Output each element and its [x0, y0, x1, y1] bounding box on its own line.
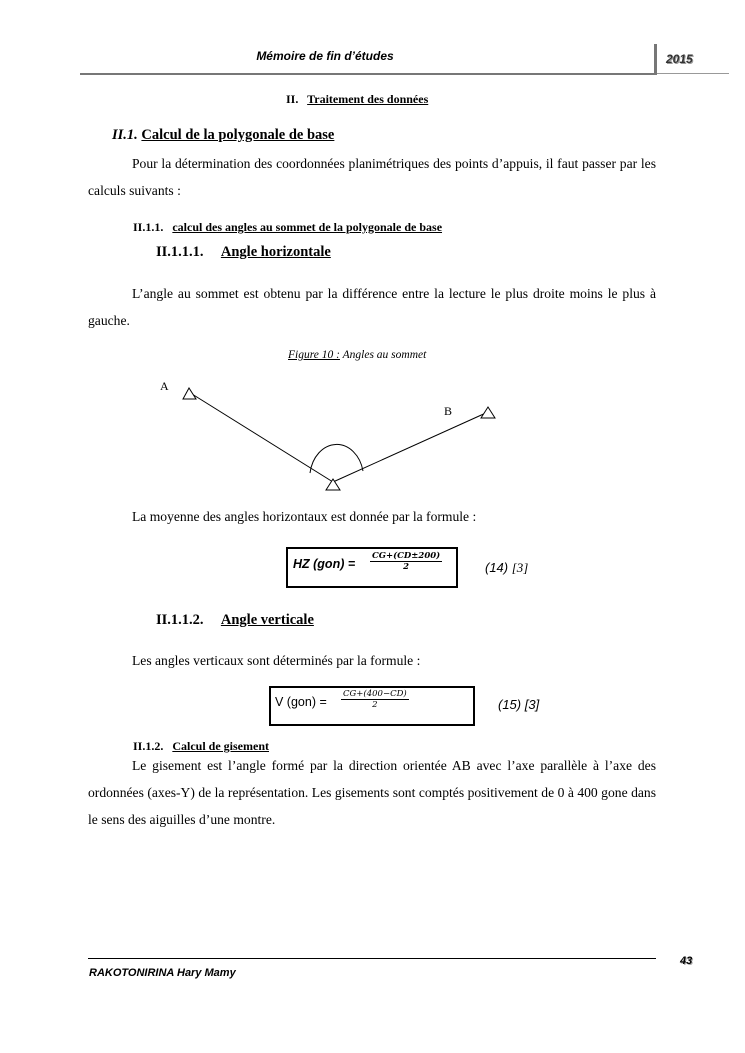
section-heading [286, 92, 428, 107]
figure-label: Figure 10 : [288, 349, 340, 361]
point-a-label: A [160, 379, 169, 393]
subsection-title: Calcul de gisement [172, 739, 269, 753]
formula-v-box [269, 686, 475, 726]
paragraph-hz-formula-intro: La moyenne des angles horizontaux est donnée par la formule : [132, 509, 477, 524]
formula-hz-numerator: CG+(CD±200) [372, 551, 441, 561]
formula-v-lhs: V (gon) = [275, 695, 327, 709]
footer-author: RAKOTONIRINA Hary Mamy [89, 967, 236, 979]
formula-v-numerator: CG+(400−CD) [343, 689, 407, 699]
line-to-a [192, 394, 333, 482]
subsection-number: II.1.1. [133, 220, 164, 234]
subsection-heading-ii1 [112, 127, 334, 144]
formula-hz-box [286, 547, 458, 588]
line-to-b [333, 412, 488, 482]
angle-figure [150, 370, 510, 500]
formula-v-reference: (15) [3] [498, 697, 540, 712]
subsection-title: calcul des angles au sommet de la polygonale de base [172, 220, 443, 234]
subsection-heading-ii11 [133, 220, 442, 235]
section-title: Traitement des données [307, 92, 429, 106]
header-rule [80, 73, 657, 75]
footer-rule [88, 958, 656, 959]
header-rule-right [657, 73, 729, 74]
subsection-heading-ii112 [156, 612, 314, 629]
formula-hz-lhs: HZ (gon) = [293, 557, 356, 571]
formula-v-fraction [341, 689, 409, 710]
station-b-icon [481, 407, 495, 418]
subsection-title: Angle verticale [220, 612, 314, 628]
figure-text: Angles au sommet [342, 349, 427, 361]
subsection-number: II.1.1.1. [156, 244, 204, 260]
formula-hz-citation: [3] [511, 560, 529, 575]
header-title: Mémoire de fin d’études [256, 49, 394, 63]
subsection-heading-ii111 [156, 244, 331, 261]
paragraph-vertical-formula-intro: Les angles verticaux sont déterminés par la formule : [132, 653, 421, 668]
figure-caption [288, 349, 426, 361]
paragraph-angle-definition: L’angle au sommet est obtenu par la différence entre la lecture le plus droite moins le plus à gauche. [88, 286, 656, 328]
header-divider [654, 44, 657, 74]
formula-hz-denominator: 2 [403, 562, 410, 572]
station-vertex-icon [326, 479, 340, 490]
paragraph-intro: Pour la détermination des coordonnées planimétriques des points d’appuis, il faut passer par les calculs suivants : [88, 156, 656, 198]
angle-arc [310, 444, 363, 473]
section-number: II. [286, 92, 299, 106]
formula-hz-number: (14) [485, 560, 509, 575]
subsection-number: II.1.2. [133, 739, 164, 753]
point-b-label: B [444, 404, 453, 418]
subsection-title: Angle horizontale [220, 244, 331, 260]
subsection-number: II.1. [112, 127, 138, 143]
formula-v-denominator: 2 [372, 700, 378, 710]
subsection-title: Calcul de la polygonale de base [141, 127, 335, 143]
page-number: 43 [680, 955, 693, 967]
formula-hz-reference [485, 560, 528, 576]
header-year: 2015 [666, 52, 693, 66]
formula-hz-fraction [370, 551, 442, 572]
subsection-number: II.1.1.2. [156, 612, 204, 628]
station-a-icon [183, 388, 196, 399]
paragraph-gisement: Le gisement est l’angle formé par la direction orientée AB avec l’axe parallèle à l’axe des ordonnées (axes-Y) de la représentation. Les gisements sont comptés positivement de 0 à 400 gone dans le sens des aiguilles d’une montre. [88, 758, 656, 827]
